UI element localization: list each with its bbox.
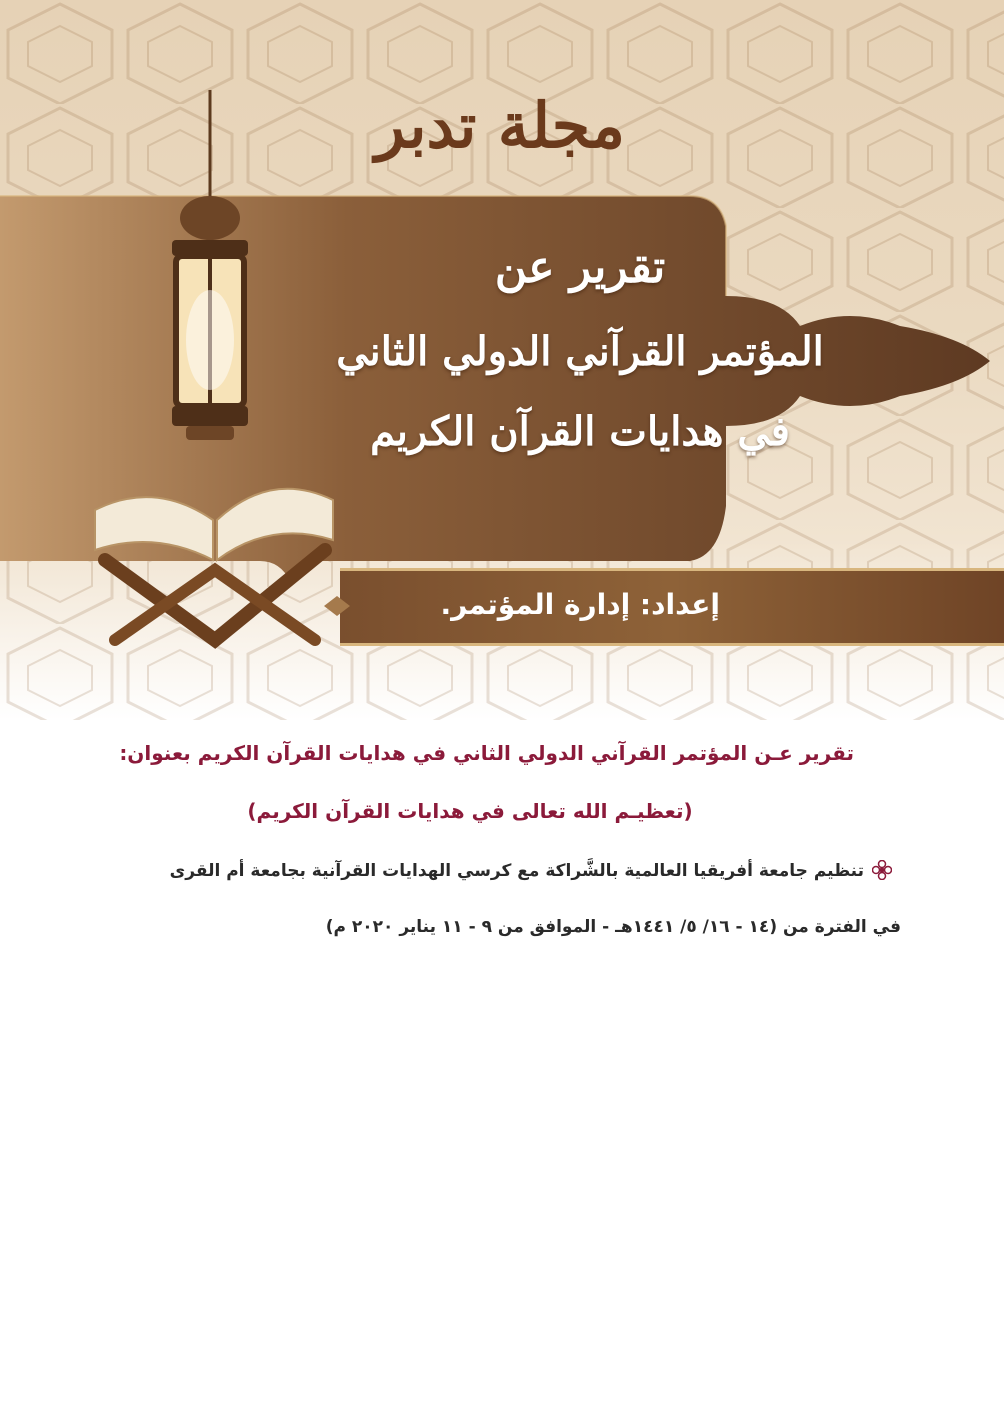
title-line-2: المؤتمر القرآني الدولي الثاني	[336, 328, 824, 375]
diamond-ornament-icon	[322, 594, 352, 618]
organization-line	[92, 856, 892, 886]
period-line: في الفترة من (١٤ - ١٦/ ٥/ ١٤٤١هـ - الموافق من ٩ - ١١ يناير ٢٠٢٠ م)	[325, 917, 901, 937]
title-line-1: تقرير عن	[494, 242, 666, 293]
author-credit: إعداد: إدارة المؤتمر.	[440, 588, 720, 621]
report-subheading: (تعظيـم الله تعالى في هدايات القرآن الكريم)	[247, 799, 693, 823]
report-title	[300, 232, 860, 464]
organization-text: تنظيم جامعة أفريقيا العالمية بالشَّراكة مع كرسي الهدايات القرآنية بجامعة أم القرى	[169, 861, 864, 881]
report-heading: تقرير عـن المؤتمر القرآني الدولي الثاني في هدايات القرآن الكريم بعنوان:	[119, 741, 854, 765]
lantern-icon	[150, 90, 270, 450]
magazine-logo: مجلة تدبر	[375, 88, 625, 162]
quran-stand-icon	[75, 440, 355, 650]
title-line-3: في هدايات القرآن الكريم	[370, 408, 790, 455]
